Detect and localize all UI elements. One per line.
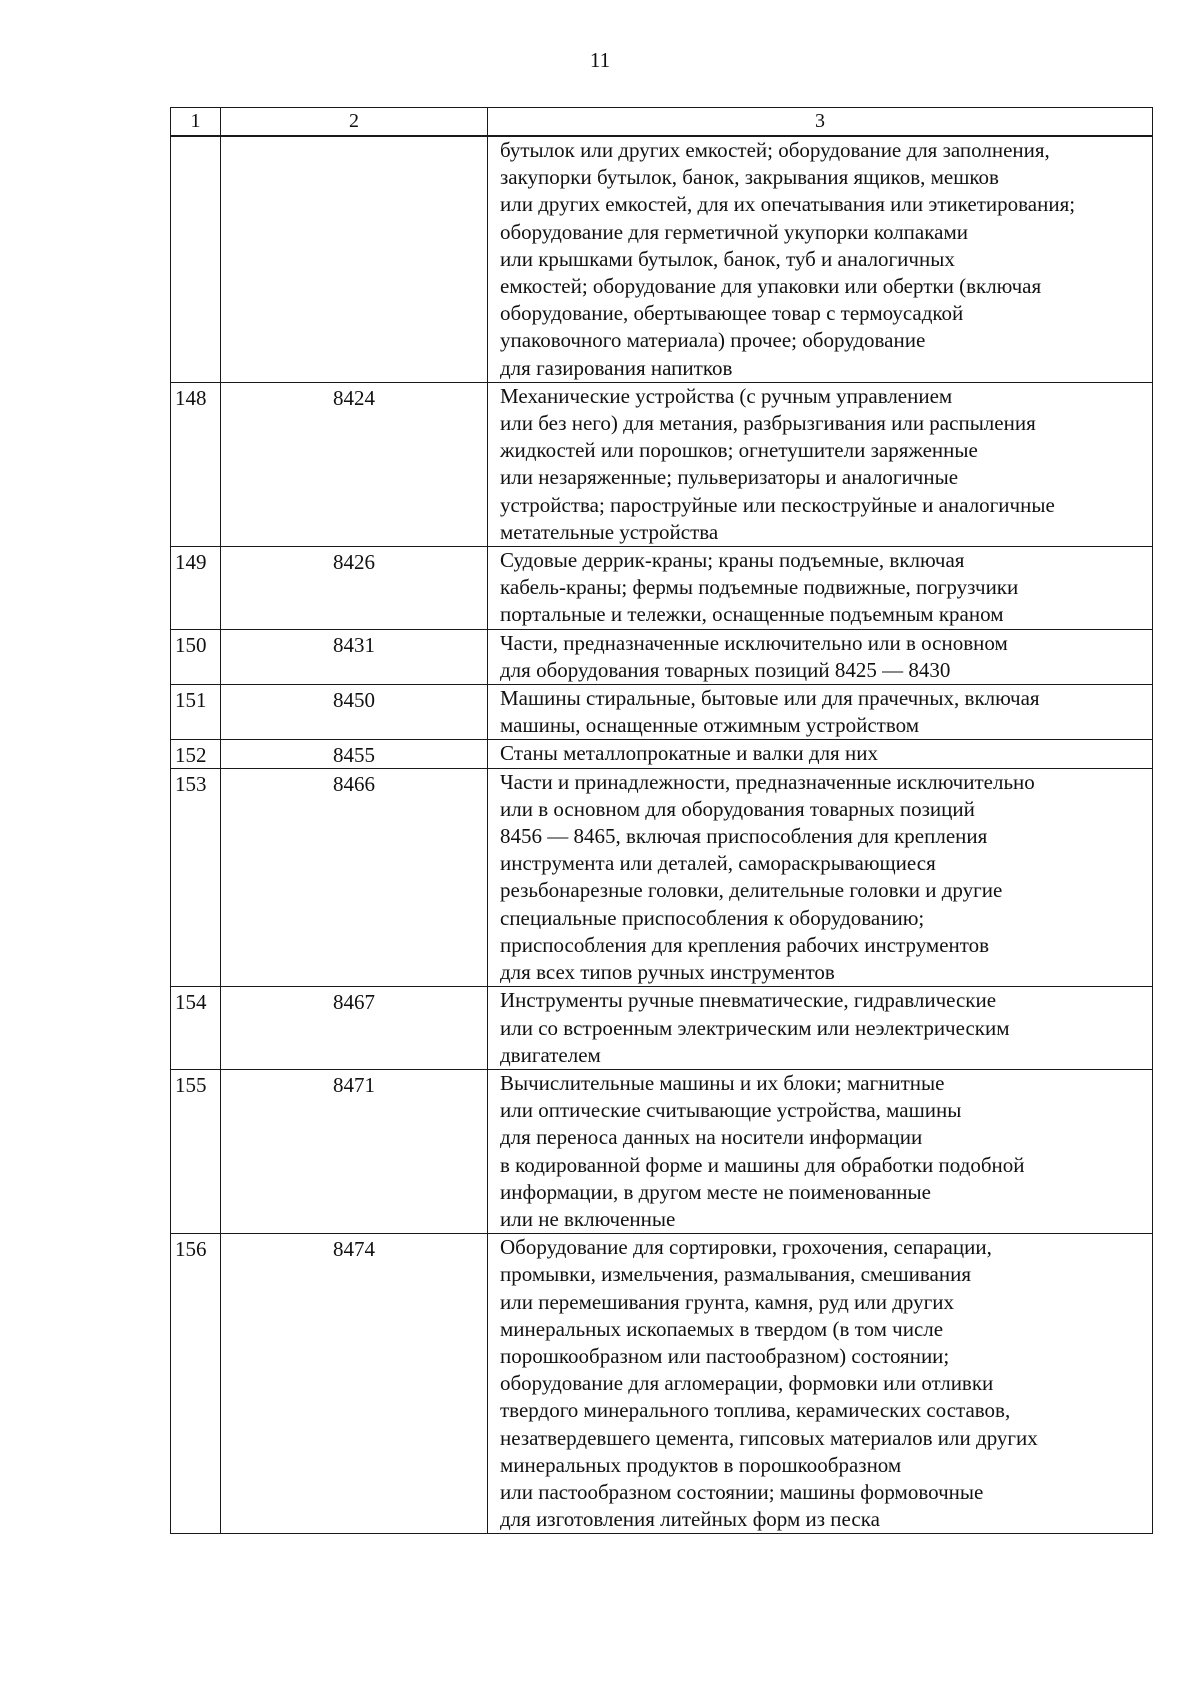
- row-number: 151: [171, 685, 221, 740]
- table-row: [171, 382, 1153, 546]
- description-line: порошкообразном или пастообразном) состоянии;: [500, 1343, 950, 1368]
- row-number: 152: [171, 740, 221, 768]
- description-line: оборудование, обертывающее товар с термоусадкой: [500, 301, 964, 326]
- row-description: [488, 547, 1153, 630]
- description-line: упаковочного материала) прочее; оборудование: [500, 328, 926, 353]
- description-line: или крышками бутылок, банок, туб и аналогичных: [500, 246, 955, 271]
- row-description: [488, 768, 1153, 987]
- description-line: Инструменты ручные пневматические, гидравлические: [500, 988, 997, 1013]
- description-line: или перемешивания грунта, камня, руд или других: [500, 1289, 954, 1314]
- description-line: для переноса данных на носители информации: [500, 1125, 923, 1150]
- row-description: [488, 987, 1153, 1070]
- row-code: 8426: [221, 547, 488, 630]
- description-line: или незаряженные; пульверизаторы и аналогичные: [500, 465, 959, 490]
- description-line: для изготовления литейных форм из песка: [500, 1507, 880, 1532]
- description-line: кабель-краны; фермы подъемные подвижные, погрузчики: [500, 575, 1019, 600]
- row-number: 150: [171, 629, 221, 684]
- description-line: Оборудование для сортировки, грохочения, сепарации,: [500, 1235, 992, 1260]
- table-body: [171, 136, 1153, 1534]
- description-line: 8456 — 8465, включая приспособления для крепления: [500, 824, 988, 849]
- description-line: Части, предназначенные исключительно или в основном: [500, 630, 1008, 655]
- row-number: 154: [171, 987, 221, 1070]
- description-line: минеральных ископаемых в твердом (в том числе: [500, 1316, 944, 1341]
- row-description: [488, 1069, 1153, 1233]
- description-line: Вычислительные машины и их блоки; магнитные: [500, 1070, 945, 1095]
- description-line: или со встроенным электрическим или неэлектрическим: [500, 1015, 1010, 1040]
- description-line: специальные приспособления к оборудованию;: [500, 905, 925, 930]
- row-description: [488, 1234, 1153, 1534]
- description-line: Механические устройства (с ручным управлением: [500, 383, 953, 408]
- row-number: 148: [171, 382, 221, 546]
- row-code: 8466: [221, 768, 488, 987]
- description-line: или в основном для оборудования товарных позиций: [500, 796, 975, 821]
- row-code: 8455: [221, 740, 488, 768]
- row-code: 8471: [221, 1069, 488, 1233]
- header-col-3: 3: [488, 108, 1153, 137]
- description-line: машины, оснащенные отжимным устройством: [500, 713, 920, 738]
- description-line: или без него) для метания, разбрызгивания или распыления: [500, 411, 1036, 436]
- row-code: 8474: [221, 1234, 488, 1534]
- description-line: оборудование для агломерации, формовки или отливки: [500, 1371, 994, 1396]
- description-line: оборудование для герметичной укупорки колпаками: [500, 219, 968, 244]
- description-line: Части и принадлежности, предназначенные исключительно: [500, 769, 1035, 794]
- description-line: Судовые деррик-краны; краны подъемные, включая: [500, 548, 965, 573]
- row-description: [488, 740, 1153, 768]
- row-description: [488, 136, 1153, 382]
- description-line: двигателем: [500, 1042, 601, 1067]
- row-number: [171, 136, 221, 382]
- description-line: Станы металлопрокатные и валки для них: [500, 741, 878, 766]
- description-line: или других емкостей, для их опечатывания или этикетирования;: [500, 192, 1076, 217]
- row-code: 8424: [221, 382, 488, 546]
- description-line: емкостей; оборудование для упаковки или обертки (включая: [500, 274, 1042, 299]
- description-line: незатвердевшего цемента, гипсовых материалов или других: [500, 1425, 1038, 1450]
- row-description: [488, 629, 1153, 684]
- table-row: [171, 1234, 1153, 1534]
- table-row: [171, 768, 1153, 987]
- description-line: закупорки бутылок, банок, закрывания ящиков, мешков: [500, 165, 999, 190]
- description-line: промывки, измельчения, размалывания, смешивания: [500, 1262, 972, 1287]
- description-line: Машины стиральные, бытовые или для прачечных, включая: [500, 686, 1040, 711]
- table-row: [171, 547, 1153, 630]
- table-row: [171, 1069, 1153, 1233]
- table-row: [171, 685, 1153, 740]
- row-number: 155: [171, 1069, 221, 1233]
- header-row: [171, 108, 1153, 137]
- row-code: 8450: [221, 685, 488, 740]
- description-line: метательные устройства: [500, 519, 719, 544]
- table-row: [171, 629, 1153, 684]
- description-line: или пастообразном состоянии; машины формовочные: [500, 1479, 984, 1504]
- description-line: в кодированной форме и машины для обработки подобной: [500, 1152, 1025, 1177]
- description-line: резьбонарезные головки, делительные головки и другие: [500, 878, 1003, 903]
- description-line: инструмента или деталей, самораскрывающиеся: [500, 851, 936, 876]
- description-line: для газирования напитков: [500, 355, 733, 380]
- row-code: 8431: [221, 629, 488, 684]
- description-line: твердого минерального топлива, керамических составов,: [500, 1398, 1011, 1423]
- description-line: портальные и тележки, оснащенные подъемным краном: [500, 602, 1004, 627]
- table-row: [171, 987, 1153, 1070]
- description-line: для оборудования товарных позиций 8425 — 8430: [500, 657, 951, 682]
- description-line: информации, в другом месте не поименованные: [500, 1179, 931, 1204]
- description-line: для всех типов ручных инструментов: [500, 960, 835, 985]
- row-description: [488, 685, 1153, 740]
- description-line: приспособления для крепления рабочих инструментов: [500, 932, 990, 957]
- row-number: 149: [171, 547, 221, 630]
- description-line: жидкостей или порошков; огнетушители заряженные: [500, 438, 978, 463]
- goods-table: [170, 107, 1153, 1534]
- description-line: устройства; пароструйные или пескоструйные и аналогичные: [500, 492, 1055, 517]
- table-header: [171, 108, 1153, 137]
- description-line: или не включенные: [500, 1206, 676, 1231]
- row-number: 153: [171, 768, 221, 987]
- description-line: или оптические считывающие устройства, машины: [500, 1098, 962, 1123]
- row-description: [488, 382, 1153, 546]
- row-code: 8467: [221, 987, 488, 1070]
- header-col-1: 1: [171, 108, 221, 137]
- header-col-2: 2: [221, 108, 488, 137]
- table-row: [171, 136, 1153, 382]
- row-code: [221, 136, 488, 382]
- row-number: 156: [171, 1234, 221, 1534]
- table-row: [171, 740, 1153, 768]
- description-line: бутылок или других емкостей; оборудование для заполнения,: [500, 138, 1050, 162]
- page-number: 11: [589, 48, 611, 72]
- description-line: минеральных продуктов в порошкообразном: [500, 1452, 902, 1477]
